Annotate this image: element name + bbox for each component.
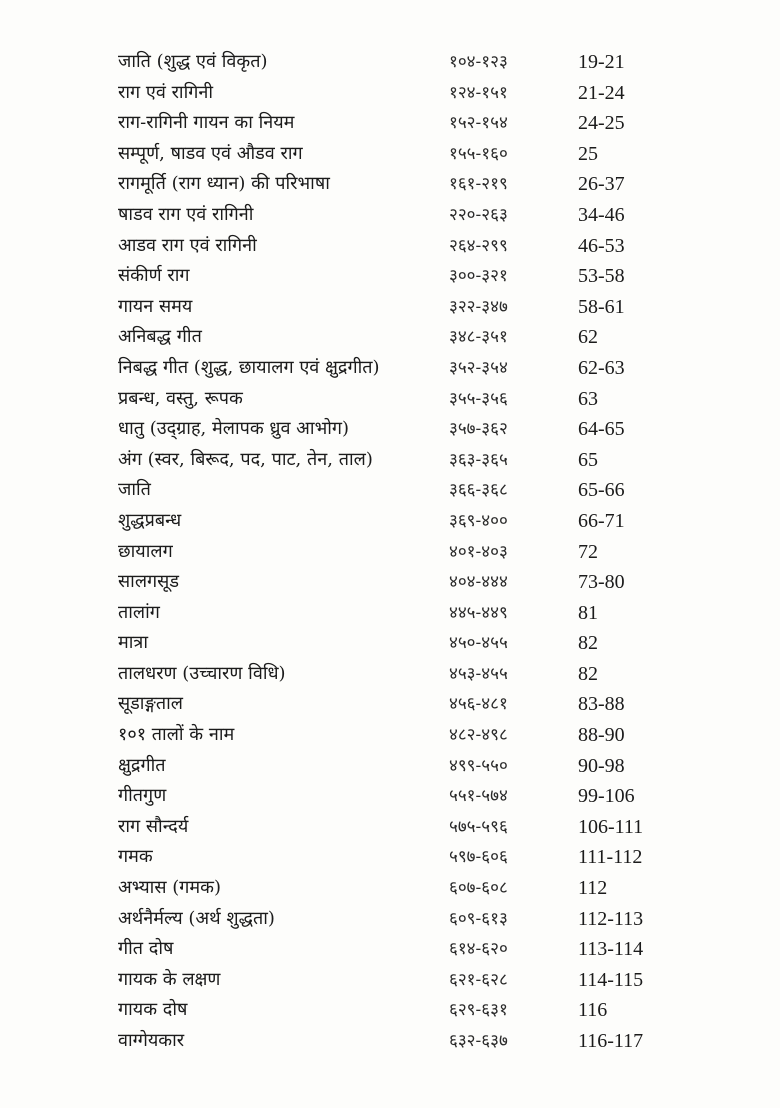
toc-entry [0, 874, 780, 905]
toc-entry [0, 966, 780, 997]
page-range: 46-53 [578, 234, 625, 257]
verse-range: ३२२-३४७ [449, 296, 508, 317]
verse-range: ३००-३२१ [449, 266, 508, 287]
page-range: 21-24 [578, 81, 625, 104]
toc-entry [0, 48, 780, 79]
toc-entry [0, 905, 780, 936]
verse-range: ३६६-३६८ [449, 480, 508, 501]
page-range: 88-90 [578, 724, 625, 747]
toc-entry [0, 262, 780, 293]
toc-entry [0, 1027, 780, 1058]
page-range: 112 [578, 877, 608, 900]
entry-title: राग सौन्दर्य [118, 815, 189, 837]
entry-title: अंग (स्वर, बिरूद, पद, पाट, तेन, ताल) [118, 448, 373, 470]
toc-entry [0, 629, 780, 660]
toc-entry [0, 293, 780, 324]
verse-range: २६४-२९९ [449, 235, 508, 256]
page-range: 112-113 [578, 907, 644, 930]
entry-title: अर्थनैर्मल्य (अर्थ शुद्धता) [118, 907, 275, 929]
toc-entry [0, 599, 780, 630]
verse-range: ४५३-४५५ [449, 663, 508, 684]
verse-range: ४५६-४८१ [449, 694, 508, 715]
verse-range: ६१४-६२० [449, 939, 508, 960]
entry-title: शुद्धप्रबन्ध [118, 509, 182, 531]
entry-title: तालांग [118, 601, 160, 623]
verse-range: ३६३-३६५ [449, 449, 508, 470]
page-range: 64-65 [578, 418, 625, 441]
verse-range: १२४-१५१ [449, 82, 508, 103]
page-range: 83-88 [578, 693, 625, 716]
toc-entry [0, 446, 780, 477]
verse-range: ३६९-४०० [449, 510, 508, 531]
entry-title: गायक दोष [118, 999, 188, 1021]
toc-entry [0, 232, 780, 263]
entry-title: मात्रा [118, 632, 149, 654]
page-range: 90-98 [578, 754, 625, 777]
page-range: 106-111 [578, 815, 644, 838]
toc-entry [0, 476, 780, 507]
entry-title: सालगसूड [118, 571, 179, 593]
page-range: 26-37 [578, 173, 625, 196]
entry-title: अनिबद्ध गीत [118, 326, 202, 348]
entry-title: आडव राग एवं रागिनी [118, 234, 257, 256]
toc-entry [0, 109, 780, 140]
entry-title: निबद्ध गीत (शुद्ध, छायालग एवं क्षुद्रगीत) [118, 356, 380, 378]
entry-title: सम्पूर्ण, षाडव एवं औडव राग [118, 142, 303, 164]
toc-entry [0, 385, 780, 416]
page-range: 65-66 [578, 479, 625, 502]
entry-title: राग-रागिनी गायन का नियम [118, 112, 295, 134]
entry-title: गीतगुण [118, 785, 167, 807]
page-range: 99-106 [578, 785, 635, 808]
toc-entry [0, 354, 780, 385]
toc-entry [0, 782, 780, 813]
verse-range: ६०७-६०८ [449, 878, 508, 899]
entry-title: गीत दोष [118, 938, 174, 960]
page-range: 24-25 [578, 112, 625, 135]
verse-range: ५९७-६०६ [449, 847, 508, 868]
toc-entry [0, 996, 780, 1027]
toc-entry [0, 170, 780, 201]
toc-entry [0, 843, 780, 874]
verse-range: ४०१-४०३ [449, 541, 508, 562]
entry-title: क्षुद्रगीत [118, 754, 166, 776]
verse-range: २२०-२६३ [449, 204, 508, 225]
page-range: 72 [578, 540, 598, 563]
verse-range: ६०९-६१३ [449, 908, 508, 929]
page-range: 82 [578, 662, 598, 685]
toc-entry [0, 721, 780, 752]
entry-title: राग एवं रागिनी [118, 81, 214, 103]
entry-title: षाडव राग एवं रागिनी [118, 203, 254, 225]
table-of-contents [0, 48, 780, 1058]
verse-range: १०४-१२३ [449, 52, 508, 72]
toc-entry [0, 568, 780, 599]
toc-entry [0, 752, 780, 783]
page-range: 82 [578, 632, 598, 655]
page-range: 62-63 [578, 356, 625, 379]
verse-range: ४४५-४४९ [449, 602, 508, 623]
verse-range: ३५७-३६२ [449, 419, 508, 440]
toc-entry [0, 538, 780, 569]
page-range: 116 [578, 999, 608, 1022]
page-range: 81 [578, 601, 598, 624]
page-range: 62 [578, 326, 598, 349]
toc-entry [0, 140, 780, 171]
verse-range: ३४८-३५१ [449, 327, 508, 348]
entry-title: सूडाङ्गताल [118, 693, 183, 715]
toc-entry [0, 813, 780, 844]
entry-title: वाग्गेयकार [118, 1030, 185, 1051]
verse-range: ४९९-५५० [449, 755, 508, 776]
entry-title: संकीर्ण राग [118, 265, 190, 287]
page-range: 66-71 [578, 509, 625, 532]
page-range: 25 [578, 142, 598, 165]
verse-range: १५२-१५४ [449, 113, 508, 134]
entry-title: अभ्यास (गमक) [118, 877, 221, 899]
verse-range: ४०४-४४४ [449, 572, 508, 593]
page-range: 111-112 [578, 846, 643, 869]
toc-entry [0, 415, 780, 446]
entry-title: धातु (उद्ग्राह, मेलापक ध्रुव आभोग) [118, 418, 350, 440]
entry-title: गमक [118, 846, 153, 868]
page-range: 53-58 [578, 265, 625, 288]
verse-range: ६२१-६२८ [449, 969, 508, 990]
page-range: 116-117 [578, 1030, 644, 1052]
verse-range: ५५१-५७४ [449, 786, 508, 807]
entry-title: गायक के लक्षण [118, 968, 221, 990]
entry-title: १०१ तालों के नाम [118, 724, 235, 746]
entry-title: जाति (शुद्ध एवं विकृत) [118, 51, 268, 72]
toc-entry [0, 690, 780, 721]
verse-range: ५७५-५९६ [449, 816, 508, 837]
entry-title: प्रबन्ध, वस्तु, रूपक [118, 387, 243, 409]
verse-range: ४५०-४५५ [449, 633, 508, 654]
verse-range: ६२९-६३१ [449, 1000, 508, 1021]
toc-entry [0, 79, 780, 110]
toc-entry [0, 507, 780, 538]
page-range: 19-21 [578, 51, 625, 73]
page-range: 113-114 [578, 938, 644, 961]
verse-range: १६१-२१९ [449, 174, 508, 195]
toc-entry [0, 935, 780, 966]
entry-title: गायन समय [118, 295, 193, 317]
page-range: 65 [578, 448, 598, 471]
page-range: 73-80 [578, 571, 625, 594]
toc-entry [0, 323, 780, 354]
page-range: 34-46 [578, 203, 625, 226]
entry-title: रागमूर्ति (राग ध्यान) की परिभाषा [118, 173, 330, 195]
entry-title: छायालग [118, 540, 173, 562]
page-range: 114-115 [578, 968, 644, 991]
page-range: 63 [578, 387, 598, 410]
verse-range: ४८२-४९८ [449, 725, 508, 746]
verse-range: ३५५-३५६ [449, 388, 508, 409]
verse-range: ६३२-६३७ [449, 1031, 508, 1051]
verse-range: ३५२-३५४ [449, 357, 508, 378]
page-range: 58-61 [578, 295, 625, 318]
entry-title: तालधरण (उच्चारण विधि) [118, 662, 286, 684]
toc-entry [0, 660, 780, 691]
toc-entry [0, 201, 780, 232]
verse-range: १५५-१६० [449, 143, 508, 164]
entry-title: जाति [118, 479, 151, 501]
